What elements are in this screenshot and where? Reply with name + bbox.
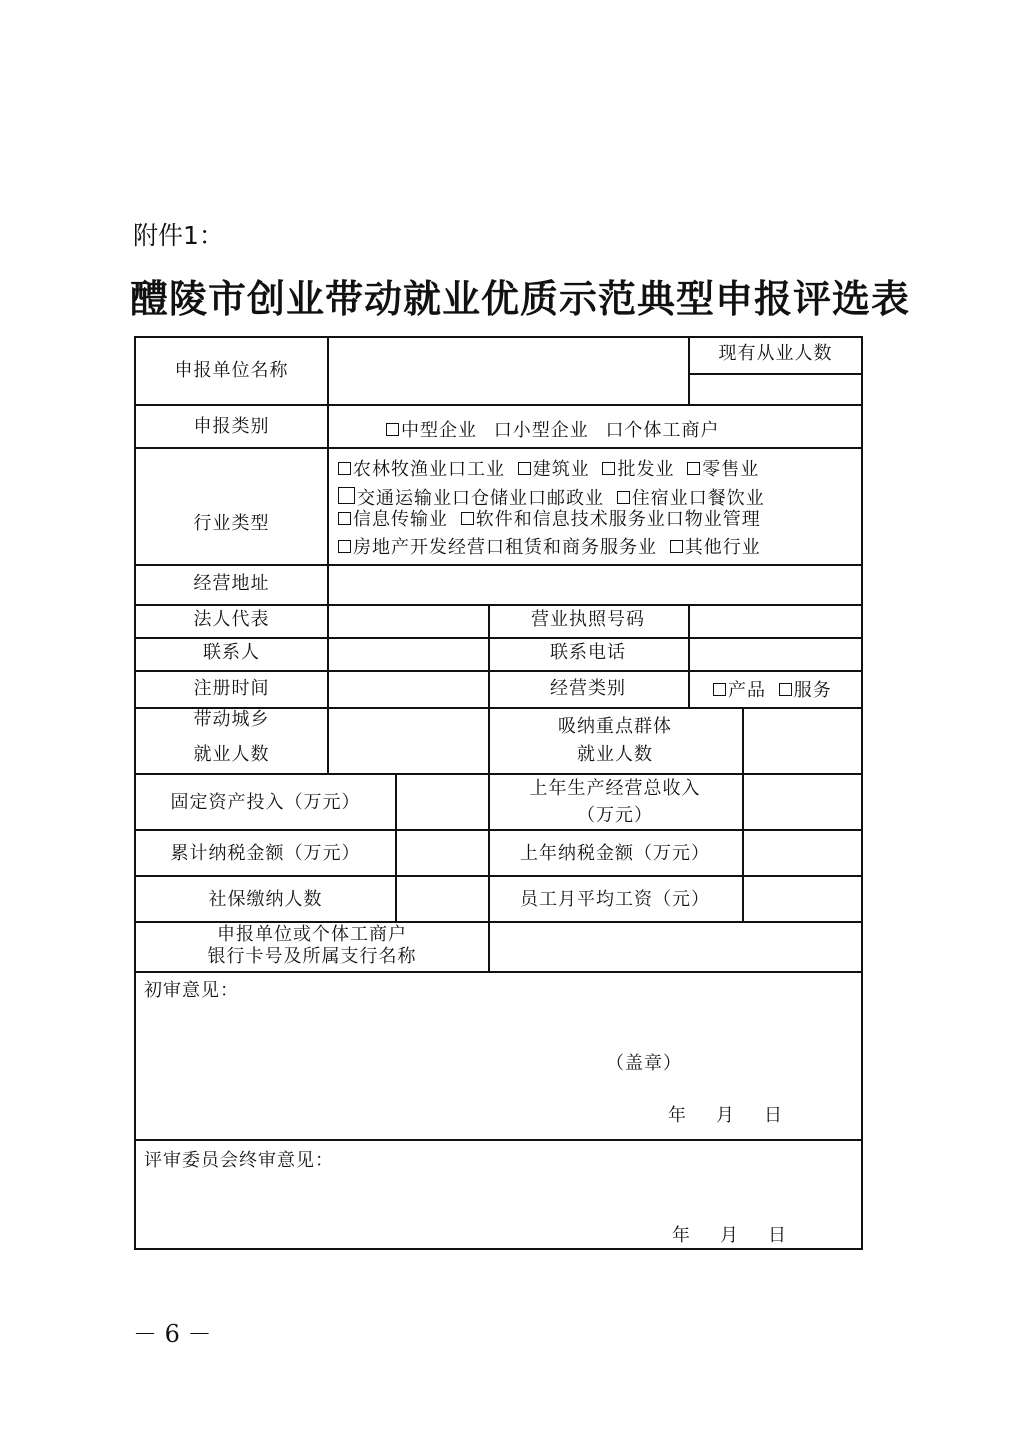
address-label: 经营地址 (193, 573, 270, 594)
page-number: － 6 － (133, 1320, 212, 1348)
fixed-assets-label: 固定资产投入（万元） (170, 792, 361, 813)
industry-label: 行业类型 (193, 513, 270, 534)
business-type-label: 经营类别 (550, 678, 626, 699)
checkbox-icon[interactable] (687, 462, 700, 475)
final-review-date: 年 月 日 (672, 1225, 792, 1246)
checkbox-icon[interactable] (338, 462, 351, 475)
industry-options-line-3: 信息传输业 软件和信息技术服务业口物业管理 (338, 505, 761, 531)
bank-label-line-1: 申报单位或个体工商户 (217, 924, 407, 945)
checkbox-icon[interactable] (713, 683, 726, 696)
business-type-options: 产品 服务 (713, 676, 832, 702)
category-options: 中型企业 口小型企业 口个体工商户 (386, 416, 719, 442)
key-groups-label-line-1: 吸纳重点群体 (558, 716, 672, 737)
page-title: 醴陵市创业带动就业优质示范典型申报评选表 (130, 277, 911, 321)
drive-jobs-label-line-1: 带动城乡 (193, 709, 270, 730)
registration-time-label: 注册时间 (193, 678, 270, 699)
bank-label-line-2: 银行卡号及所属支行名称 (207, 946, 417, 967)
final-review-label: 评审委员会终审意见： (144, 1150, 334, 1171)
checkbox-icon[interactable] (338, 512, 351, 525)
checkbox-icon[interactable] (386, 423, 399, 436)
checkbox-icon[interactable] (518, 462, 531, 475)
industry-options-line-4: 房地产开发经营口租赁和商务服务业 其他行业 (338, 533, 761, 559)
checkbox-icon[interactable] (461, 512, 474, 525)
employees-current-label: 现有从业人数 (718, 343, 833, 364)
industry-options-line-1: 农林牧渔业口工业 建筑业 批发业 零售业 (338, 455, 759, 481)
application-form (134, 336, 863, 1250)
drive-jobs-label-line-2: 就业人数 (193, 744, 270, 765)
checkbox-icon[interactable] (670, 540, 683, 553)
phone-label: 联系电话 (550, 642, 626, 663)
attachment-label: 附件1： (133, 221, 224, 250)
total-tax-label: 累计纳税金额（万元） (170, 843, 361, 864)
checkbox-icon[interactable] (602, 462, 615, 475)
category-label: 申报类别 (193, 416, 270, 437)
initial-review-label: 初审意见： (144, 980, 239, 1001)
seal-label: （盖章） (606, 1053, 682, 1074)
checkbox-icon[interactable] (779, 683, 792, 696)
checkbox-icon[interactable] (338, 487, 355, 504)
checkbox-icon[interactable] (617, 491, 630, 504)
legal-rep-label: 法人代表 (193, 609, 270, 630)
average-wage-label: 员工月平均工资（元） (520, 889, 710, 910)
last-year-tax-label: 上年纳税金额（万元） (520, 843, 710, 864)
unit-name-label: 申报单位名称 (174, 360, 289, 381)
checkbox-icon[interactable] (338, 540, 351, 553)
contact-label: 联系人 (203, 642, 260, 663)
social-insurance-label: 社保缴纳人数 (208, 889, 323, 910)
industry-options-line-2: 交通运输业口仓储业口邮政业 住宿业口餐饮业 (338, 484, 765, 510)
initial-review-date: 年 月 日 (668, 1105, 788, 1126)
revenue-label-line-2: （万元） (577, 805, 653, 826)
key-groups-label-line-2: 就业人数 (577, 744, 653, 765)
revenue-label-line-1: 上年生产经营总收入 (529, 778, 701, 799)
license-number-label: 营业执照号码 (531, 609, 645, 630)
